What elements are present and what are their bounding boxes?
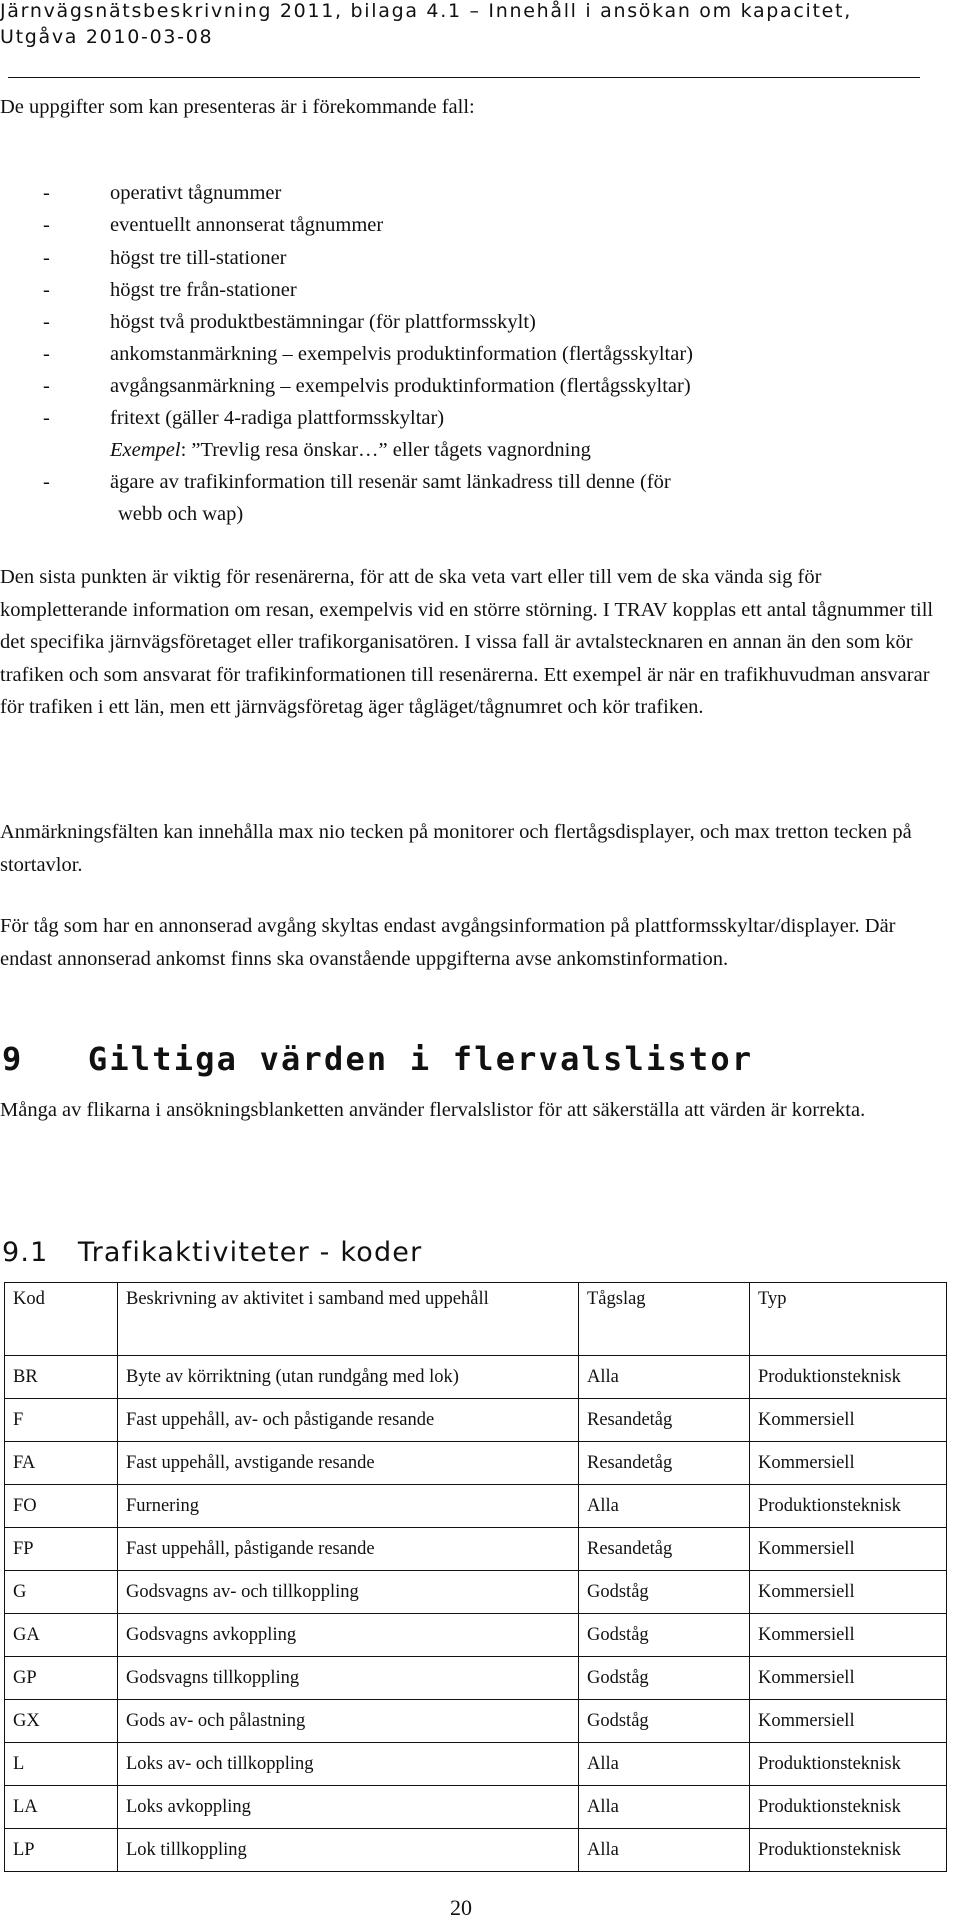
list-item: ankomstanmärkning – exempelvis produktinformation (flertågsskyltar) <box>110 343 693 365</box>
paragraph: Den sista punkten är viktig för resenärerna, för att de ska veta vart eller till vem de ska vända sig för kompletterande information om resan, exempelvis vid en större störning. I TRAV kopplas ett antal tågnummer till det specifika järnvägsföretaget eller trafikorganisatören. I vissa fall är avtalstecknaren en annan än den som kör trafiken och som ansvarat för trafikinformationen till resenärerna. Ett exempel är när en trafikhuvudman ansvarar för trafiken i ett län, men ett järnvägsföretag äger tågläget/tågnumret och kör trafiken. <box>0 566 934 718</box>
paragraph: Anmärkningsfälten kan innehålla max nio tecken på monitorer och flertågsdisplayer, och max tretton tecken på stortavlor. <box>0 821 912 876</box>
table-cell: Kommersiell <box>750 1657 947 1700</box>
table-row <box>5 1657 947 1700</box>
table-cell: Kommersiell <box>750 1571 947 1614</box>
table-cell: Loks av- och tillkoppling <box>118 1743 579 1786</box>
list-item: eventuellt annonserat tågnummer <box>110 214 384 236</box>
table-cell: Kommersiell <box>750 1700 947 1743</box>
table-cell: Loks avkoppling <box>118 1786 579 1829</box>
table-cell: Produktionsteknisk <box>750 1356 947 1399</box>
intro-text: De uppgifter som kan presenteras är i förekommande fall: <box>0 96 475 118</box>
table-cell: Produktionsteknisk <box>750 1786 947 1829</box>
list-dash: - <box>43 471 50 493</box>
table-cell: F <box>5 1399 118 1442</box>
table-cell: Fast uppehåll, avstigande resande <box>118 1442 579 1485</box>
list-item: ägare av trafikinformation till resenär samt länkadress till denne (för <box>110 471 671 493</box>
table-cell: BR <box>5 1356 118 1399</box>
table-cell: LP <box>5 1829 118 1872</box>
table-cell: GA <box>5 1614 118 1657</box>
table-cell: Lok tillkoppling <box>118 1829 579 1872</box>
table-header-cell: Tågslag <box>579 1283 750 1356</box>
table-cell: Kommersiell <box>750 1528 947 1571</box>
section-heading: 9 Giltiga värden i flervalslistor <box>2 1040 754 1078</box>
page-number: 20 <box>450 1895 472 1920</box>
section-text: Många av flikarna i ansökningsblanketten använder flervalslistor för att säkerställa att värden är korrekta. <box>0 1099 866 1121</box>
list-item: högst tre till-stationer <box>110 247 287 269</box>
list-example <box>110 439 591 462</box>
list-dash: - <box>43 247 50 269</box>
subsection-heading: 9.1 Trafikaktiviteter - koder <box>2 1237 423 1268</box>
table-cell: FO <box>5 1485 118 1528</box>
table-cell: Produktionsteknisk <box>750 1485 947 1528</box>
table-cell: L <box>5 1743 118 1786</box>
header-divider <box>8 77 920 78</box>
table-cell: Alla <box>579 1356 750 1399</box>
table-cell: Byte av körriktning (utan rundgång med lok) <box>118 1356 579 1399</box>
table-cell: Alla <box>579 1485 750 1528</box>
table-cell: Gods av- och pålastning <box>118 1700 579 1743</box>
list-dash: - <box>43 182 50 204</box>
list-item: högst två produktbestämningar (för plattformsskylt) <box>110 311 536 333</box>
table-cell: FP <box>5 1528 118 1571</box>
table-cell: Furnering <box>118 1485 579 1528</box>
list-item: operativt tågnummer <box>110 182 282 204</box>
table-row <box>5 1399 947 1442</box>
table-cell: LA <box>5 1786 118 1829</box>
table-cell: Fast uppehåll, av- och påstigande resande <box>118 1399 579 1442</box>
list-dash: - <box>43 343 50 365</box>
table-cell: Godståg <box>579 1571 750 1614</box>
list-dash: - <box>43 279 50 301</box>
paragraph: För tåg som har en annonserad avgång skyltas endast avgångsinformation på plattformsskyltar/displayer. Där endast annonserad ankomst finns ska ovanstående uppgifterna avse ankomstinformation. <box>0 915 896 970</box>
table-cell: Produktionsteknisk <box>750 1829 947 1872</box>
table-row <box>5 1442 947 1485</box>
list-item: högst tre från-stationer <box>110 279 297 301</box>
table-cell: GP <box>5 1657 118 1700</box>
table-cell: Produktionsteknisk <box>750 1743 947 1786</box>
table-cell: G <box>5 1571 118 1614</box>
table-row <box>5 1829 947 1872</box>
activity-codes-table <box>4 1282 947 1872</box>
table-cell: GX <box>5 1700 118 1743</box>
table-row <box>5 1743 947 1786</box>
table-cell: Godsvagns av- och tillkoppling <box>118 1571 579 1614</box>
example-label: Exempel <box>110 439 181 461</box>
table-cell: Kommersiell <box>750 1614 947 1657</box>
table-header-row <box>5 1283 947 1356</box>
table-cell: Alla <box>579 1829 750 1872</box>
table-cell: Godståg <box>579 1614 750 1657</box>
running-header-line1: Järnvägsnätsbeskrivning 2011, bilaga 4.1 – Innehåll i ansökan om kapacitet, <box>0 0 852 22</box>
table-cell: Godståg <box>579 1700 750 1743</box>
table-row <box>5 1571 947 1614</box>
table-cell: FA <box>5 1442 118 1485</box>
table-header-cell: Kod <box>5 1283 118 1356</box>
table-cell: Godsvagns tillkoppling <box>118 1657 579 1700</box>
list-dash: - <box>43 407 50 429</box>
table-cell: Kommersiell <box>750 1399 947 1442</box>
list-dash: - <box>43 311 50 333</box>
running-header-line2: Utgåva 2010-03-08 <box>0 26 214 48</box>
table-cell: Alla <box>579 1743 750 1786</box>
table-cell: Resandetåg <box>579 1528 750 1571</box>
table-row <box>5 1356 947 1399</box>
table-row <box>5 1786 947 1829</box>
list-dash: - <box>43 214 50 236</box>
table-row <box>5 1614 947 1657</box>
table-header-cell: Typ <box>750 1283 947 1356</box>
list-item: fritext (gäller 4-radiga plattformsskyltar) <box>110 407 445 429</box>
table-row <box>5 1700 947 1743</box>
table-cell: Resandetåg <box>579 1442 750 1485</box>
table-cell: Resandetåg <box>579 1399 750 1442</box>
table-cell: Kommersiell <box>750 1442 947 1485</box>
table-cell: Godsvagns avkoppling <box>118 1614 579 1657</box>
example-text: : ”Trevlig resa önskar…” eller tågets vagnordning <box>180 439 591 461</box>
table-cell: Godståg <box>579 1657 750 1700</box>
list-dash: - <box>43 375 50 397</box>
list-item-continuation: webb och wap) <box>118 503 244 525</box>
list-item: avgångsanmärkning – exempelvis produktinformation (flertågsskyltar) <box>110 375 691 397</box>
table-cell: Fast uppehåll, påstigande resande <box>118 1528 579 1571</box>
table-header-cell: Beskrivning av aktivitet i samband med uppehåll <box>118 1283 579 1356</box>
table-row <box>5 1528 947 1571</box>
table-cell: Alla <box>579 1786 750 1829</box>
table-row <box>5 1485 947 1528</box>
